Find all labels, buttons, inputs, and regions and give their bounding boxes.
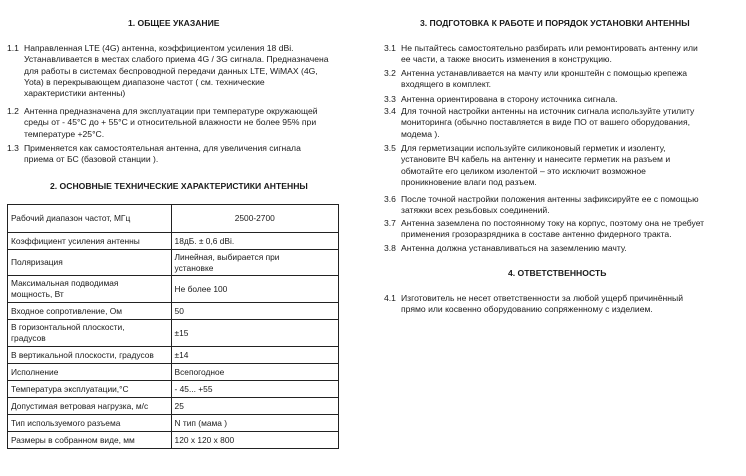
- param-cell: В горизонтальной плоскости, градусов: [8, 320, 172, 347]
- item-3-5: [384, 143, 742, 188]
- item-number: 3.5: [384, 143, 396, 153]
- param-cell: Входное сопротивление, Ом: [8, 303, 172, 320]
- table-row: [8, 415, 339, 432]
- item-3-3: [384, 94, 742, 105]
- item-number: 4.1: [384, 293, 396, 303]
- item-number: 1.1: [7, 43, 19, 53]
- table-row: [8, 347, 339, 364]
- item-1-3: [7, 143, 369, 166]
- item-text: Антенна должна устанавливаться на заземлению мачту.: [401, 243, 627, 253]
- section-3-heading: 3. ПОДГОТОВКА К РАБОТЕ И ПОРЯДОК УСТАНОВКИ АНТЕННЫ: [420, 18, 690, 28]
- item-1-2: [7, 106, 369, 140]
- value-cell: 2500-2700: [171, 205, 338, 233]
- item-text: После точной настройки положения антенны зафиксируйте ее с помощью затяжки всех резьбовых соединений.: [401, 194, 699, 216]
- param-cell: Размеры в собранном виде, мм: [8, 432, 172, 449]
- table-row: [8, 364, 339, 381]
- item-1-1: [7, 43, 369, 99]
- table-row: [8, 381, 339, 398]
- param-cell: Тип используемого разъема: [8, 415, 172, 432]
- item-number: 3.4: [384, 106, 396, 116]
- table-row: [8, 432, 339, 449]
- item-text: Для герметизации используйте силиконовый герметик и изоленту, установите ВЧ кабель на антенну и нанесите герметик на разъем и обмотайте его целиком изолентой – это исключит возможное проникновение влаги под разъем.: [401, 143, 671, 187]
- item-text: Изготовитель не несет ответственности за любой ущерб причинённый прямо или косвенно оборудованию сопряженному с изделием.: [401, 293, 684, 315]
- item-3-1: [384, 43, 742, 66]
- section-4-heading: 4. ОТВЕТСТВЕННОСТЬ: [508, 268, 607, 278]
- item-text: Не пытайтесь самостоятельно разбирать или ремонтировать антенну или ее части, а также вносить изменения в конструкцию.: [401, 43, 698, 65]
- item-text: Антенна ориентирована в сторону источника сигнала.: [401, 94, 618, 104]
- table-row: [8, 233, 339, 250]
- param-cell: Допустимая ветровая нагрузка, м/с: [8, 398, 172, 415]
- item-text: Направленная LTE (4G) антенна, коэффициентом усиления 18 dBi. Устанавливается в местах слабого приема 4G / 3G сигнала. Предназначена для работы в системах беспроводной передачи данных LTE, WiMAX (4G, Yota) в перекрывающем диапазоне частот ( см. технические характеристики антенны): [24, 43, 329, 99]
- value-cell: 50: [171, 303, 338, 320]
- param-cell: Коэффициент усиления антенны: [8, 233, 172, 250]
- item-text: Применяется как самостоятельная антенна, для увеличения сигнала приема от БС (базовой станции ).: [24, 143, 301, 165]
- table-row: [8, 320, 339, 347]
- value-cell: ±14: [171, 347, 338, 364]
- value-cell: 120 х 120 х 800: [171, 432, 338, 449]
- item-text: Антенна устанавливается на мачту или кронштейн с помощью крепежа входящего в комплект.: [401, 68, 687, 90]
- value-cell: - 45... +55: [171, 381, 338, 398]
- table-row: [8, 250, 339, 276]
- table-row: [8, 303, 339, 320]
- param-cell: Температура эксплуатации,°С: [8, 381, 172, 398]
- item-number: 3.7: [384, 218, 396, 228]
- item-3-2: [384, 68, 742, 91]
- param-cell: Максимальная подводимая мощность, Вт: [8, 276, 172, 303]
- item-text: Антенна предназначена для эксплуатации при температуре окружающей среды от - 45°С до + 55°С и относительной влажности не более 95% при температуре +25°С.: [24, 106, 318, 139]
- item-number: 1.3: [7, 143, 19, 153]
- item-3-6: [384, 194, 742, 217]
- value-cell: 18дБ. ± 0,6 dBi.: [171, 233, 338, 250]
- item-number: 3.8: [384, 243, 396, 253]
- value-cell: 25: [171, 398, 338, 415]
- param-cell: Исполнение: [8, 364, 172, 381]
- item-text: Антенна заземлена по постоянному току на корпус, поэтому она не требует применения грозоразрядника в составе антенно фидерного тракта.: [401, 218, 705, 240]
- item-3-7: [384, 218, 742, 241]
- table-row: [8, 276, 339, 303]
- item-number: 3.3: [384, 94, 396, 104]
- param-cell: Рабочий диапазон частот, МГц: [8, 205, 172, 233]
- value-cell: Не более 100: [171, 276, 338, 303]
- value-cell: Всепогодное: [171, 364, 338, 381]
- section-2-heading: 2. ОСНОВНЫЕ ТЕХНИЧЕСКИЕ ХАРАКТЕРИСТИКИ АНТЕННЫ: [50, 181, 308, 191]
- item-number: 3.6: [384, 194, 396, 204]
- param-cell: В вертикальной плоскости, градусов: [8, 347, 172, 364]
- specs-table: [7, 204, 339, 449]
- section-1-heading: 1. ОБЩЕЕ УКАЗАНИЕ: [128, 18, 220, 28]
- item-number: 1.2: [7, 106, 19, 116]
- item-text: Для точной настройки антенны на источник сигнала используйте утилиту мониторинга (обычно поставляется в виде ПО от вашего оборудования, модема ).: [401, 106, 695, 139]
- item-number: 3.1: [384, 43, 396, 53]
- table-row: [8, 205, 339, 233]
- item-3-8: [384, 243, 742, 254]
- table-row: [8, 398, 339, 415]
- value-cell: N тип (мама ): [171, 415, 338, 432]
- value-cell: Линейная, выбирается при установке: [171, 250, 338, 276]
- item-4-1: [384, 293, 742, 316]
- value-cell: ±15: [171, 320, 338, 347]
- item-3-4: [384, 106, 742, 140]
- item-number: 3.2: [384, 68, 396, 78]
- param-cell: Поляризация: [8, 250, 172, 276]
